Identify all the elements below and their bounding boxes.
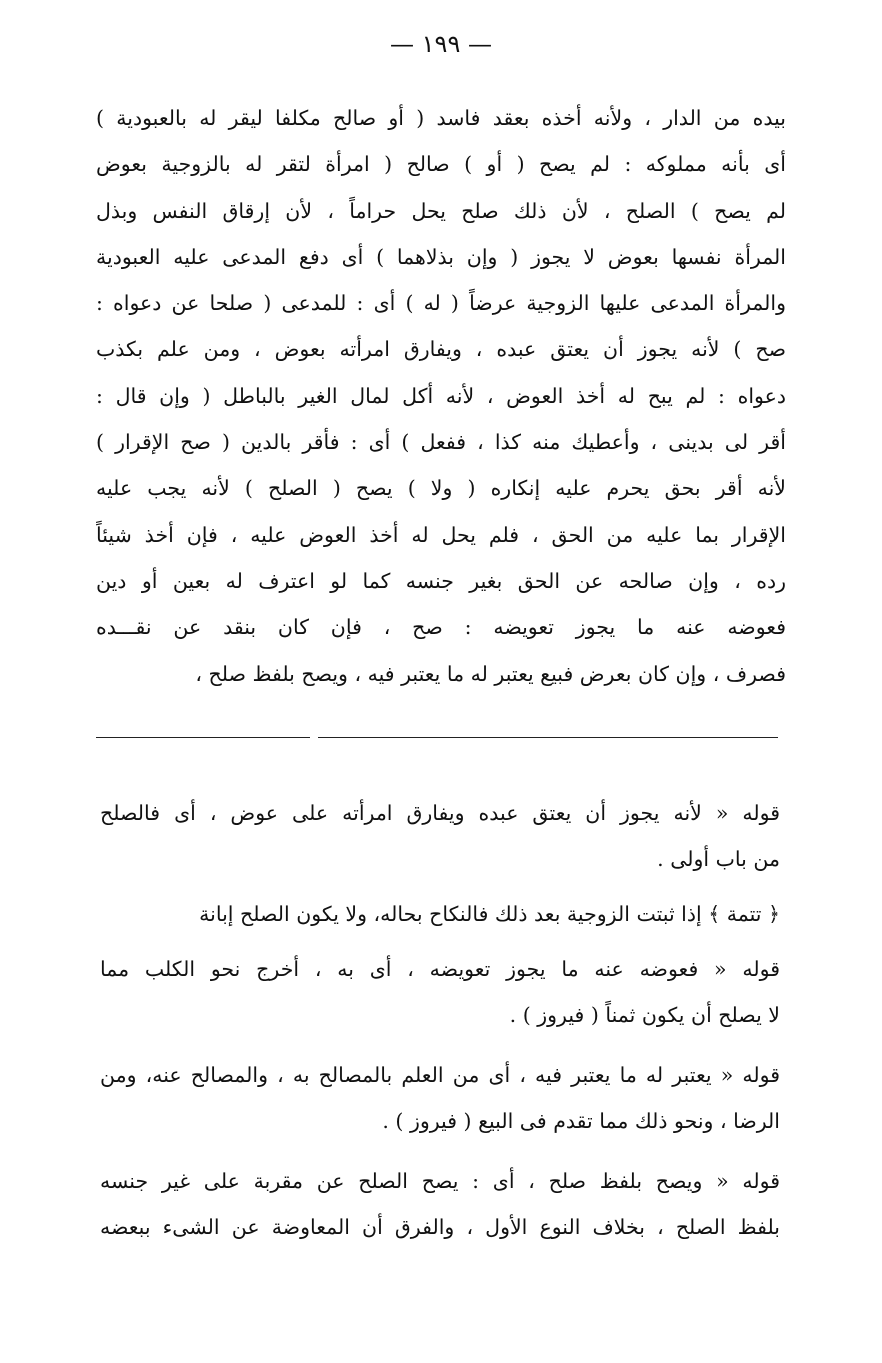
footnote-divider bbox=[318, 737, 778, 738]
main-text-line: بيده من الدار ، ولأنه أخذه بعقد فاسد ( أو صالح مكلفا ليقر له بالعبودية ) bbox=[96, 106, 786, 130]
main-text-line: فصرف ، وإن كان بعرض فبيع يعتبر له ما يعتبر فيه ، ويصح بلفظ صلح ، bbox=[195, 661, 786, 686]
footnote-line: بلفظ الصلح ، بخلاف النوع الأول ، والفرق أن المعاوضة عن الشىء ببعضه bbox=[100, 1215, 780, 1239]
footnote-line: قوله « لأنه يجوز أن يعتق عبده ويفارق امرأته على عوض ، أى فالصلح bbox=[100, 801, 780, 825]
footnote-paragraph bbox=[100, 1158, 780, 1250]
main-text-line: أى بأنه مملوكه : لم يصح ( أو ) صالح ( امرأة لتقر له بالزوجية بعوض bbox=[96, 152, 786, 177]
footnote-line: قوله « ويصح بلفظ صلح ، أى : يصح الصلح عن مقربة على غير جنسه bbox=[100, 1169, 780, 1193]
footnote-line: قوله « فعوضه عنه ما يجوز تعويضه ، أى به ، أخرج نحو الكلب مما bbox=[100, 957, 780, 981]
main-text-line: رده ، وإن صالحه عن الحق بغير جنسه كما لو اعترف له بعين أو دين bbox=[96, 568, 786, 593]
footnote-paragraph bbox=[100, 790, 780, 882]
footnote-divider bbox=[96, 737, 310, 738]
footnote-paragraph bbox=[100, 896, 780, 932]
footnote-line: لا يصلح أن يكون ثمناً ( فيروز ) . bbox=[509, 1003, 780, 1027]
main-text-line: دعواه : لم يبح له أخذ العوض ، لأنه أكل لمال الغير بالباطل ( وإن قال : bbox=[96, 383, 786, 408]
main-text-line: لم يصح ) الصلح ، لأن ذلك صلح يحل حراماً ، لأن إرقاق النفس وبذل bbox=[96, 198, 786, 223]
footnote-line: ﴿ تتمة ﴾ إذا ثبتت الزوجية بعد ذلك فالنكاح بحاله، ولا يكون الصلح إبانة bbox=[199, 902, 780, 926]
footnote-paragraph bbox=[100, 946, 780, 1038]
footnote-paragraph bbox=[100, 1052, 780, 1144]
footnote-line: قوله « يعتبر له ما يعتبر فيه ، أى من العلم بالمصالح به ، والمصالح عنه، ومن bbox=[100, 1063, 780, 1087]
footnotes bbox=[100, 790, 780, 1264]
main-text-line: صح ) لأنه يجوز أن يعتق عبده ، ويفارق امرأته بعوض ، ومن علم بكذب bbox=[96, 337, 786, 362]
main-text-line: لأنه أقر بحق يحرم عليه إنكاره ( ولا ) يصح ( الصلح ) لأنه يجب عليه bbox=[96, 476, 786, 501]
main-text-line: الإقرار بما عليه من الحق ، فلم يحل له أخذ العوض عليه ، فإن أخذ شيئاً bbox=[96, 522, 786, 547]
page-number: — ١٩٩ — bbox=[390, 30, 492, 58]
main-text-line: فعوضه عنه ما يجوز تعويضه : صح ، فإن كان بنقد عن نقـــده bbox=[96, 615, 786, 640]
footnote-line: من باب أولى . bbox=[657, 847, 780, 871]
main-text-line: والمرأة المدعى عليها الزوجية عرضاً ( له ) أى : للمدعى ( صلحا عن دعواه : bbox=[96, 291, 786, 316]
footnote-line: الرضا ، ونحو ذلك مما تقدم فى البيع ( فيروز ) . bbox=[382, 1109, 780, 1133]
main-text-line: المرأة نفسها بعوض لا يجوز ( وإن بذلاهما ) أى دفع المدعى عليه العبودية bbox=[96, 244, 786, 269]
main-text-body bbox=[96, 95, 786, 697]
main-text-line: أقر لى بدينى ، وأعطيك منه كذا ، ففعل ) أى : فأقر بالدين ( صح الإقرار ) bbox=[96, 430, 786, 455]
